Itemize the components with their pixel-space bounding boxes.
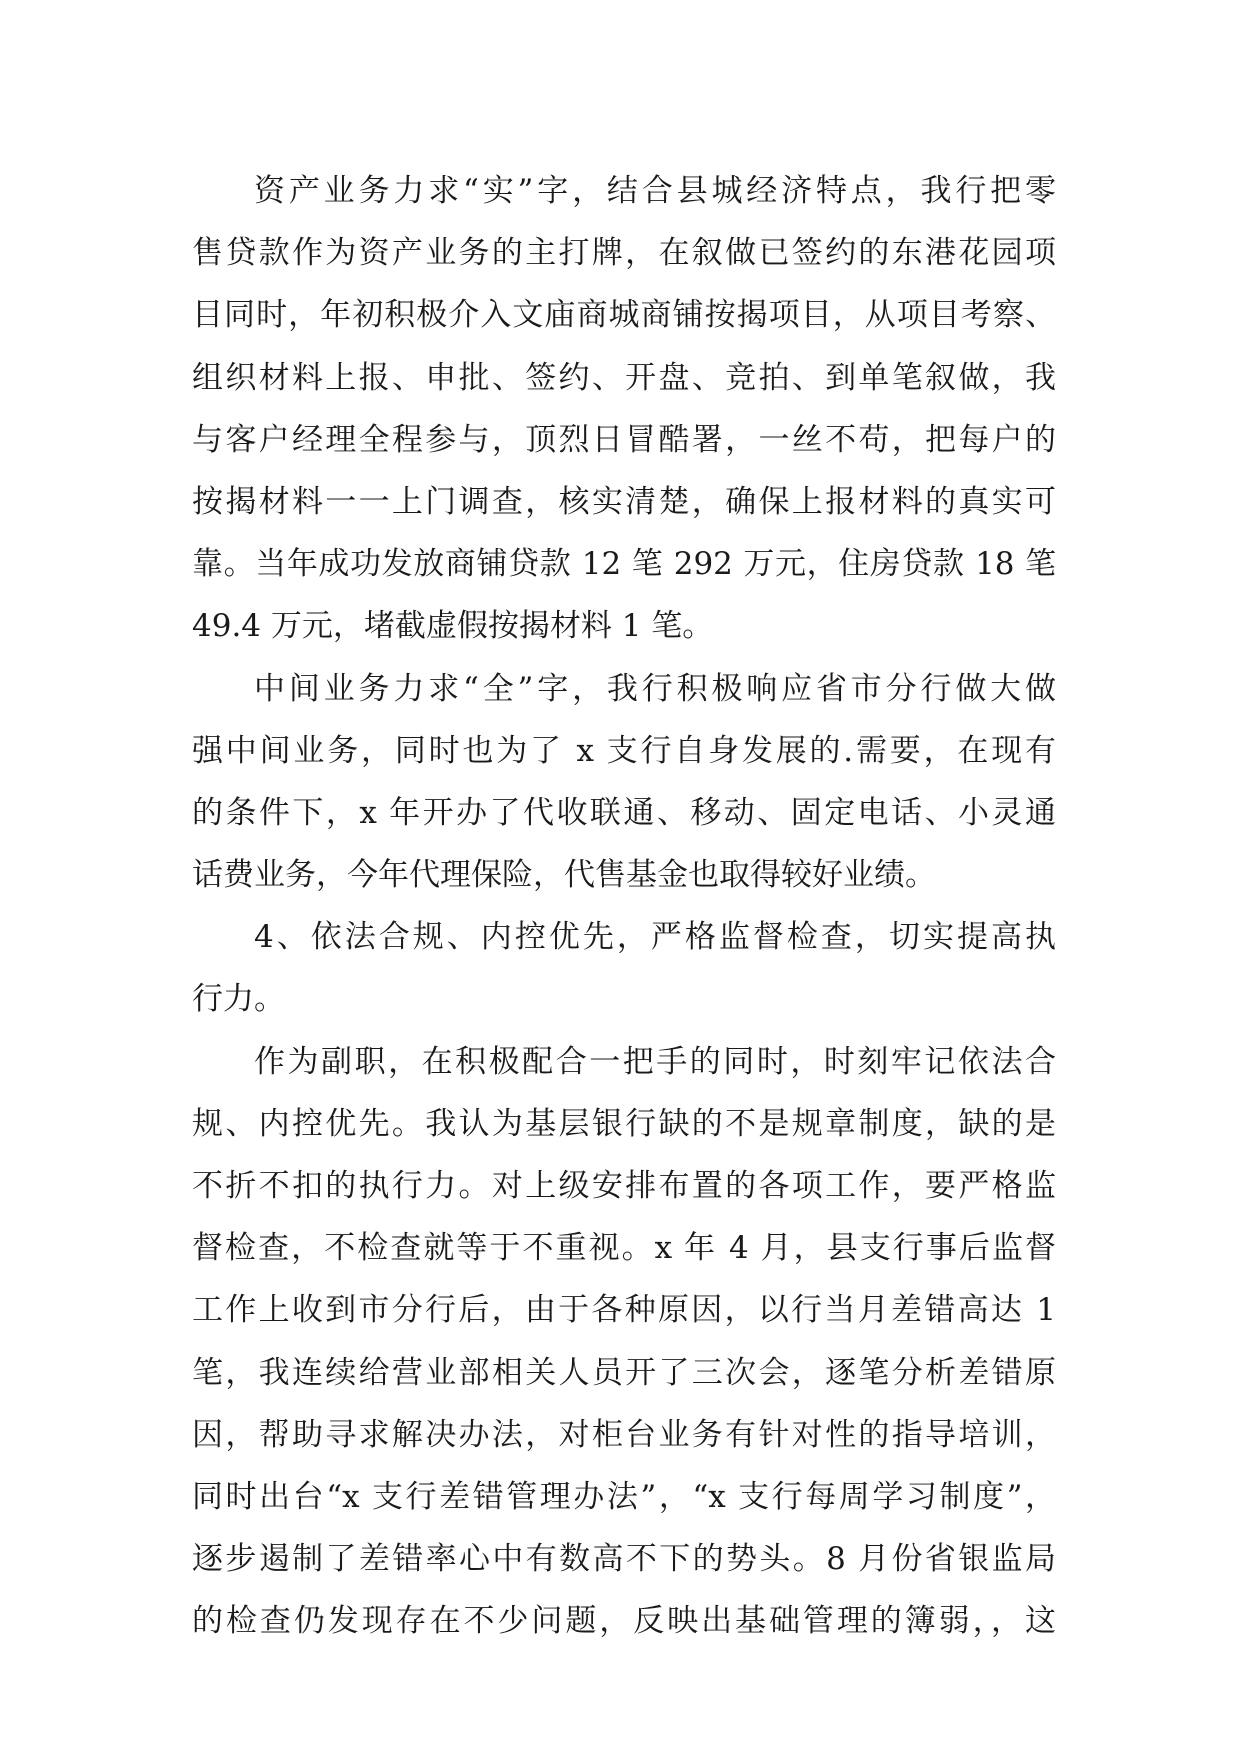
section-heading-line: 4、依法合规、内控优先，严格监督检查，切实提高执: [254, 919, 1056, 956]
paragraph-line: 笔，我连续给营业部相关人员开了三次会，逐笔分析差错原: [192, 1354, 1056, 1391]
paragraph-line: 工作上收到市分行后，由于各种原因，以行当月差错高达 1: [192, 1292, 1056, 1329]
paragraph-line: 49.4 万元，堵截虚假按揭材料 1 笔。: [192, 608, 714, 645]
paragraph-line: 因，帮助寻求解决办法，对柜台业务有针对性的指导培训，: [192, 1416, 1056, 1453]
paragraph-line: 资产业务力求“实”字，结合县城经济特点，我行把零: [254, 173, 1056, 209]
paragraph-line: 的条件下，x 年开办了代收联通、移动、固定电话、小灵通: [192, 794, 1056, 831]
paragraph-line: 规、内控优先。我认为基层银行缺的不是规章制度，缺的是: [192, 1105, 1056, 1142]
paragraph-line: 售贷款作为资产业务的主打牌，在叙做已签约的东港花园项: [192, 235, 1056, 272]
paragraph-line: 同时出台“x 支行差错管理办法”，“x 支行每周学习制度”，: [192, 1478, 1056, 1515]
paragraph-line: 作为副职，在积极配合一把手的同时，时刻牢记依法合: [254, 1043, 1056, 1080]
body-text: [192, 160, 1056, 1653]
paragraph-line: 逐步遏制了差错率心中有数高不下的势头。8 月份省银监局: [192, 1541, 1056, 1578]
paragraph-line: 中间业务力求“全”字，我行积极响应省市分行做大做: [254, 670, 1056, 707]
paragraph-line: 靠。当年成功发放商铺贷款 12 笔 292 万元，住房贷款 18 笔: [192, 546, 1056, 583]
paragraph-line: 强中间业务，同时也为了 x 支行自身发展的.需要，在现有: [192, 732, 1056, 769]
paragraph-line: 目同时，年初积极介入文庙商城商铺按揭项目，从项目考察、: [192, 297, 1056, 334]
section-heading-line: 行力。: [192, 981, 285, 1018]
paragraph-line: 按揭材料一一上门调查，核实清楚，确保上报材料的真实可: [192, 483, 1056, 520]
paragraph-line: 话费业务，今年代理保险，代售基金也取得较好业绩。: [192, 857, 936, 894]
paragraph-line: 督检查，不检查就等于不重视。x 年 4 月，县支行事后监督: [192, 1230, 1056, 1267]
paragraph-line: 与客户经理全程参与，顶烈日冒酷署，一丝不苟，把每户的: [192, 421, 1056, 458]
paragraph-line: 的检查仍发现存在不少问题，反映出基础管理的簿弱，，这: [192, 1603, 1056, 1640]
paragraph-line: 组织材料上报、申批、签约、开盘、竞拍、到单笔叙做，我: [192, 359, 1056, 396]
paragraph-line: 不折不扣的执行力。对上级安排布置的各项工作，要严格监: [192, 1168, 1056, 1204]
